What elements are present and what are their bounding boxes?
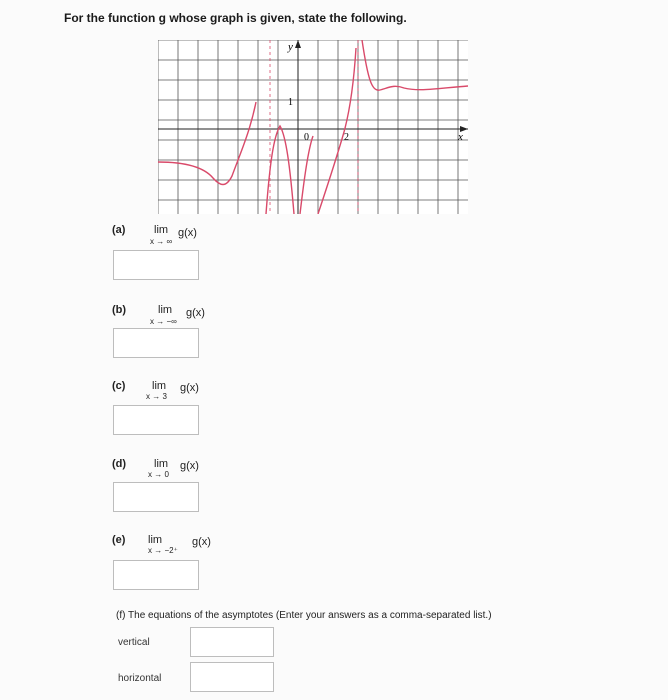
part-c-lim: lim [152, 380, 167, 392]
horizontal-asymptote-label: horizontal [118, 673, 162, 684]
part-a-function: g(x) [178, 227, 197, 239]
answer-b-input[interactable] [113, 328, 199, 358]
part-c-function: g(x) [180, 382, 199, 394]
part-d-lim-sub: x → 0 [148, 470, 169, 479]
x-tick-label-2: 2 [344, 132, 349, 143]
vertical-asymptote-label: vertical [118, 637, 150, 648]
answer-e-input[interactable] [113, 560, 199, 590]
y-tick-label-1: 1 [288, 97, 293, 108]
part-a-lim: lim [154, 224, 169, 236]
part-c-lim-sub: x → 3 [146, 392, 167, 401]
part-e-lim-sub: x → −2⁺ [148, 546, 178, 555]
part-e-lim: lim [148, 534, 163, 546]
x-tick-label-0: 0 [304, 132, 309, 143]
part-a-label: (a) [112, 224, 126, 236]
answer-d-input[interactable] [113, 482, 199, 512]
vertical-asymptote-input[interactable] [190, 627, 274, 657]
part-a-lim-sub: x → ∞ [150, 237, 173, 246]
part-d-label: (d) [112, 458, 127, 470]
horizontal-asymptote-input[interactable] [190, 662, 274, 692]
part-e-label: (e) [112, 534, 126, 546]
part-f-instructions: (f) The equations of the asymptotes (Enter your answers as a comma-separated list.) [116, 610, 492, 621]
x-axis-label: x [458, 131, 463, 143]
answer-a-input[interactable] [113, 250, 199, 280]
part-e-function: g(x) [192, 536, 211, 548]
question-prompt: For the function g whose graph is given, state the following. [64, 11, 407, 25]
function-graph [158, 40, 468, 214]
part-c-label: (c) [112, 380, 126, 392]
part-d-lim: lim [154, 458, 169, 470]
part-b-function: g(x) [186, 307, 205, 319]
part-d-function: g(x) [180, 460, 199, 472]
part-b-label: (b) [112, 304, 127, 316]
y-axis-label: y [288, 41, 293, 53]
part-b-lim-sub: x → −∞ [150, 317, 177, 326]
part-b-lim: lim [158, 304, 173, 316]
answer-c-input[interactable] [113, 405, 199, 435]
